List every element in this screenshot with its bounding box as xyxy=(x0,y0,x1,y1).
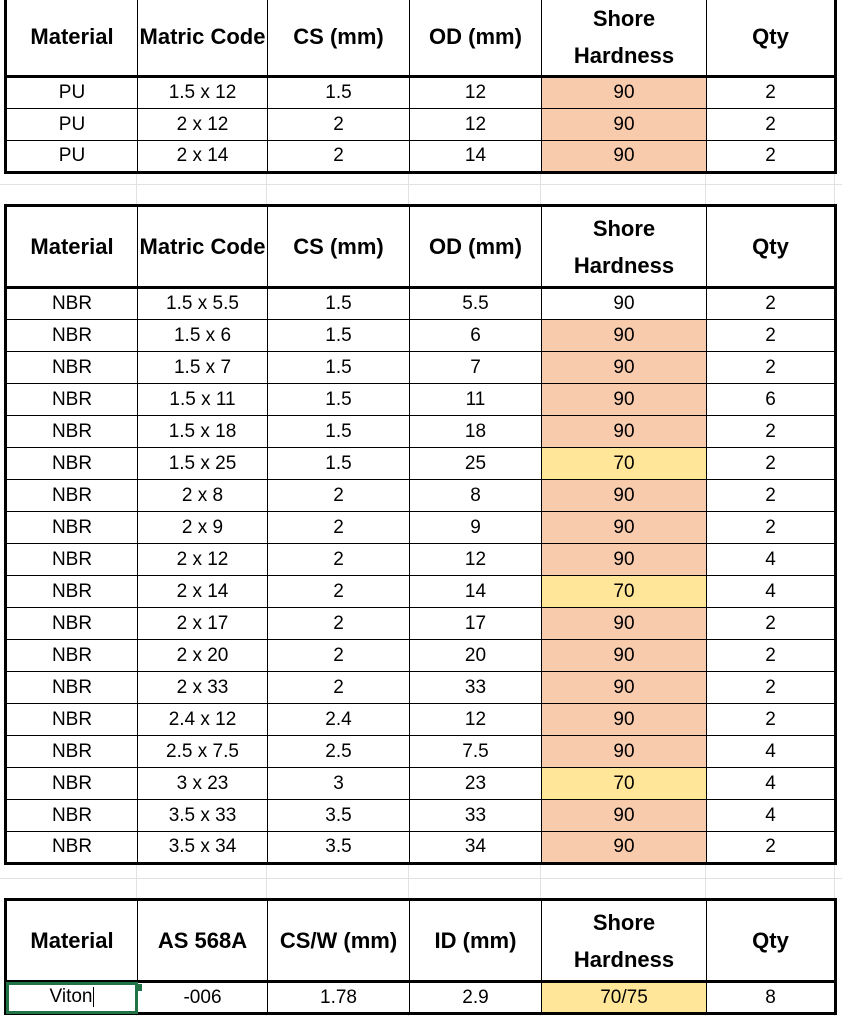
header-id[interactable]: ID (mm) xyxy=(410,900,542,982)
code-cell[interactable]: 2.5 x 7.5 xyxy=(138,736,268,768)
material-cell[interactable]: NBR xyxy=(6,704,138,736)
material-cell[interactable]: PU xyxy=(6,109,138,141)
cs-cell[interactable]: 2 xyxy=(268,576,410,608)
code-cell[interactable]: 2 x 17 xyxy=(138,608,268,640)
qty-cell[interactable]: 2 xyxy=(707,448,836,480)
hardness-cell[interactable]: 90 xyxy=(542,736,707,768)
qty-cell[interactable]: 4 xyxy=(707,544,836,576)
material-cell[interactable]: NBR xyxy=(6,448,138,480)
code-cell[interactable]: 3.5 x 34 xyxy=(138,832,268,864)
qty-cell[interactable]: 2 xyxy=(707,640,836,672)
qty-cell[interactable]: 2 xyxy=(707,109,836,141)
hardness-cell[interactable]: 70 xyxy=(542,448,707,480)
cs-cell[interactable]: 2 xyxy=(268,544,410,576)
dim-cell[interactable]: 9 xyxy=(410,512,542,544)
qty-cell[interactable]: 2 xyxy=(707,141,836,173)
qty-cell[interactable]: 8 xyxy=(707,982,836,1014)
hardness-cell[interactable]: 90 xyxy=(542,704,707,736)
table-row xyxy=(6,832,836,864)
qty-cell[interactable]: 2 xyxy=(707,512,836,544)
hardness-cell[interactable]: 90 xyxy=(542,352,707,384)
code-cell[interactable]: 2.4 x 12 xyxy=(138,704,268,736)
code-cell[interactable]: 1.5 x 18 xyxy=(138,416,268,448)
material-cell[interactable]: NBR xyxy=(6,672,138,704)
code-cell[interactable]: 2 x 9 xyxy=(138,512,268,544)
hardness-cell[interactable]: 90 xyxy=(542,832,707,864)
dim-cell[interactable]: 11 xyxy=(410,384,542,416)
hardness-cell[interactable]: 90 xyxy=(542,384,707,416)
code-cell[interactable]: 2 x 14 xyxy=(138,576,268,608)
code-cell[interactable]: 2 x 12 xyxy=(138,544,268,576)
table-row xyxy=(6,77,836,109)
pu-table xyxy=(4,0,837,174)
dim-cell[interactable]: 33 xyxy=(410,672,542,704)
material-cell[interactable]: NBR xyxy=(6,768,138,800)
header-od[interactable]: OD (mm) xyxy=(410,0,542,77)
fill-handle[interactable] xyxy=(135,984,142,991)
dim-cell[interactable]: 6 xyxy=(410,320,542,352)
cs-cell[interactable]: 3.5 xyxy=(268,800,410,832)
hardness-cell[interactable]: 90 xyxy=(542,608,707,640)
cs-cell[interactable]: 2.5 xyxy=(268,736,410,768)
qty-cell[interactable]: 4 xyxy=(707,768,836,800)
header-as568a[interactable]: AS 568A xyxy=(138,900,268,982)
hardness-cell[interactable]: 90 xyxy=(542,288,707,320)
qty-cell[interactable]: 2 xyxy=(707,704,836,736)
cs-cell[interactable]: 1.5 xyxy=(268,384,410,416)
table-row xyxy=(6,800,836,832)
code-cell[interactable]: 3 x 23 xyxy=(138,768,268,800)
table-row xyxy=(6,141,836,173)
material-cell[interactable]: Viton xyxy=(6,982,138,1014)
table-row xyxy=(6,416,836,448)
qty-cell[interactable]: 4 xyxy=(707,800,836,832)
qty-cell[interactable]: 2 xyxy=(707,608,836,640)
code-cell[interactable]: 1.5 x 25 xyxy=(138,448,268,480)
hardness-cell[interactable]: 70 xyxy=(542,768,707,800)
qty-cell[interactable]: 2 xyxy=(707,288,836,320)
material-cell[interactable]: NBR xyxy=(6,288,138,320)
viton-table xyxy=(4,898,837,1015)
table-row xyxy=(6,544,836,576)
qty-cell[interactable]: 2 xyxy=(707,672,836,704)
header-material[interactable]: Material xyxy=(6,0,138,77)
material-cell[interactable]: NBR xyxy=(6,512,138,544)
hardness-cell[interactable]: 70/75 xyxy=(542,982,707,1014)
cs-cell[interactable]: 3.5 xyxy=(268,832,410,864)
table-row xyxy=(6,608,836,640)
code-cell[interactable]: 1.5 x 6 xyxy=(138,320,268,352)
qty-cell[interactable]: 4 xyxy=(707,576,836,608)
qty-cell[interactable]: 2 xyxy=(707,832,836,864)
cs-cell[interactable]: 2 xyxy=(268,141,410,173)
table-row xyxy=(6,384,836,416)
material-cell[interactable]: NBR xyxy=(6,320,138,352)
cs-cell[interactable]: 2 xyxy=(268,109,410,141)
code-cell[interactable]: 2 x 14 xyxy=(138,141,268,173)
hardness-cell[interactable]: 90 xyxy=(542,109,707,141)
table-row xyxy=(6,480,836,512)
cs-cell[interactable]: 1.78 xyxy=(268,982,410,1014)
material-cell[interactable]: NBR xyxy=(6,352,138,384)
hardness-cell[interactable]: 90 xyxy=(542,77,707,109)
qty-cell[interactable]: 6 xyxy=(707,384,836,416)
material-cell[interactable]: NBR xyxy=(6,640,138,672)
dim-cell[interactable]: 14 xyxy=(410,141,542,173)
header-shore-hardness[interactable]: Shore Hardness xyxy=(542,0,707,77)
table-row xyxy=(6,352,836,384)
header-row xyxy=(6,900,836,982)
header-matric-code[interactable]: Matric Code xyxy=(138,0,268,77)
material-cell[interactable]: NBR xyxy=(6,576,138,608)
material-cell[interactable]: NBR xyxy=(6,384,138,416)
code-cell[interactable]: 1.5 x 12 xyxy=(138,77,268,109)
hardness-cell[interactable]: 90 xyxy=(542,640,707,672)
table-row xyxy=(6,320,836,352)
hardness-cell[interactable]: 90 xyxy=(542,800,707,832)
dim-cell[interactable]: 33 xyxy=(410,800,542,832)
code-cell[interactable]: 3.5 x 33 xyxy=(138,800,268,832)
code-cell[interactable]: 1.5 x 11 xyxy=(138,384,268,416)
cs-cell[interactable]: 1.5 xyxy=(268,77,410,109)
dim-cell[interactable]: 8 xyxy=(410,480,542,512)
cs-cell[interactable]: 1.5 xyxy=(268,352,410,384)
header-cs[interactable]: CS (mm) xyxy=(268,0,410,77)
cs-cell[interactable]: 2 xyxy=(268,672,410,704)
cs-cell[interactable]: 2 xyxy=(268,608,410,640)
material-cell[interactable]: NBR xyxy=(6,832,138,864)
cs-cell[interactable]: 1.5 xyxy=(268,448,410,480)
dim-cell[interactable]: 18 xyxy=(410,416,542,448)
hardness-cell[interactable]: 90 xyxy=(542,416,707,448)
dim-cell[interactable]: 12 xyxy=(410,544,542,576)
qty-cell[interactable]: 2 xyxy=(707,352,836,384)
dim-cell[interactable]: 25 xyxy=(410,448,542,480)
nbr-table xyxy=(4,204,837,865)
header-matric-code[interactable]: Matric Code xyxy=(138,206,268,288)
hardness-cell[interactable]: 90 xyxy=(542,141,707,173)
material-cell[interactable]: NBR xyxy=(6,800,138,832)
dim-cell[interactable]: 23 xyxy=(410,768,542,800)
dim-cell[interactable]: 14 xyxy=(410,576,542,608)
code-cell[interactable]: 2 x 20 xyxy=(138,640,268,672)
dim-cell[interactable]: 7.5 xyxy=(410,736,542,768)
material-cell[interactable]: PU xyxy=(6,77,138,109)
material-cell[interactable]: NBR xyxy=(6,480,138,512)
dim-cell[interactable]: 20 xyxy=(410,640,542,672)
table-row xyxy=(6,768,836,800)
table-row xyxy=(6,640,836,672)
hardness-cell[interactable]: 90 xyxy=(542,480,707,512)
text-caret xyxy=(93,987,94,1007)
dim-cell[interactable]: 5.5 xyxy=(410,288,542,320)
header-row xyxy=(6,0,836,77)
qty-cell[interactable]: 2 xyxy=(707,77,836,109)
material-cell[interactable]: NBR xyxy=(6,736,138,768)
code-cell[interactable]: 2 x 12 xyxy=(138,109,268,141)
table-row xyxy=(6,576,836,608)
dim-cell[interactable]: 12 xyxy=(410,109,542,141)
code-cell[interactable]: -006 xyxy=(138,982,268,1014)
table-row xyxy=(6,288,836,320)
hardness-cell[interactable]: 70 xyxy=(542,576,707,608)
code-cell[interactable]: 2 x 33 xyxy=(138,672,268,704)
qty-cell[interactable]: 2 xyxy=(707,480,836,512)
header-material[interactable]: Material xyxy=(6,206,138,288)
header-shore-hardness[interactable]: Shore Hardness xyxy=(542,206,707,288)
cs-cell[interactable]: 2 xyxy=(268,512,410,544)
table-row xyxy=(6,704,836,736)
cs-cell[interactable]: 3 xyxy=(268,768,410,800)
table-row xyxy=(6,672,836,704)
cs-cell[interactable]: 2.4 xyxy=(268,704,410,736)
material-cell[interactable]: PU xyxy=(6,141,138,173)
header-csw[interactable]: CS/W (mm) xyxy=(268,900,410,982)
dim-cell[interactable]: 34 xyxy=(410,832,542,864)
header-qty[interactable]: Qty xyxy=(707,206,836,288)
header-cs[interactable]: CS (mm) xyxy=(268,206,410,288)
cs-cell[interactable]: 2 xyxy=(268,480,410,512)
qty-cell[interactable]: 2 xyxy=(707,320,836,352)
code-cell[interactable]: 1.5 x 5.5 xyxy=(138,288,268,320)
material-cell[interactable]: NBR xyxy=(6,416,138,448)
table-row xyxy=(6,512,836,544)
cs-cell[interactable]: 1.5 xyxy=(268,288,410,320)
material-cell[interactable]: NBR xyxy=(6,544,138,576)
header-material[interactable]: Material xyxy=(6,900,138,982)
hardness-cell[interactable]: 90 xyxy=(542,672,707,704)
cs-cell[interactable]: 1.5 xyxy=(268,416,410,448)
table-row xyxy=(6,982,836,1014)
hardness-cell[interactable]: 90 xyxy=(542,512,707,544)
table-row xyxy=(6,448,836,480)
header-qty[interactable]: Qty xyxy=(707,0,836,77)
header-od[interactable]: OD (mm) xyxy=(410,206,542,288)
qty-cell[interactable]: 2 xyxy=(707,416,836,448)
dim-cell[interactable]: 17 xyxy=(410,608,542,640)
header-row xyxy=(6,206,836,288)
hardness-cell[interactable]: 90 xyxy=(542,320,707,352)
cs-cell[interactable]: 1.5 xyxy=(268,320,410,352)
dim-cell[interactable]: 12 xyxy=(410,704,542,736)
qty-cell[interactable]: 4 xyxy=(707,736,836,768)
dim-cell[interactable]: 2.9 xyxy=(410,982,542,1014)
dim-cell[interactable]: 7 xyxy=(410,352,542,384)
table-row xyxy=(6,736,836,768)
dim-cell[interactable]: 12 xyxy=(410,77,542,109)
hardness-cell[interactable]: 90 xyxy=(542,544,707,576)
code-cell[interactable]: 2 x 8 xyxy=(138,480,268,512)
material-cell[interactable]: NBR xyxy=(6,608,138,640)
cs-cell[interactable]: 2 xyxy=(268,640,410,672)
table-row xyxy=(6,109,836,141)
code-cell[interactable]: 1.5 x 7 xyxy=(138,352,268,384)
header-qty[interactable]: Qty xyxy=(707,900,836,982)
header-shore-hardness[interactable]: Shore Hardness xyxy=(542,900,707,982)
